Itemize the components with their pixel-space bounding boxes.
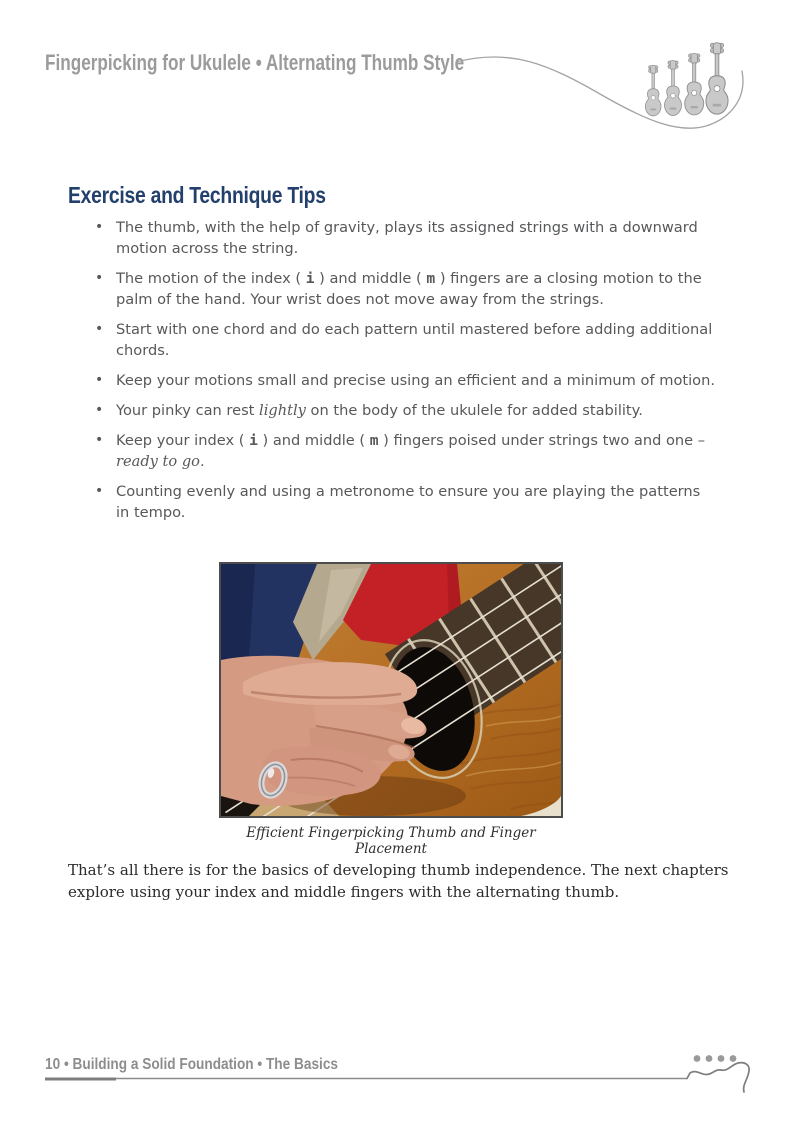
footer-dots-icon: [694, 1055, 737, 1062]
ukulele-icon: [665, 61, 682, 116]
tip-text-segment: ) fingers are a closing motion to the palm of the hand. Your wrist does not move away from the strings.: [116, 270, 702, 308]
tip-text-segment: ) and middle (: [257, 432, 370, 449]
figure: [219, 562, 563, 857]
tip-text-segment: lightly: [259, 402, 306, 419]
tip-item: [95, 481, 717, 523]
tip-text-segment: ) fingers poised under strings two and one –: [378, 432, 706, 449]
tip-item: [95, 370, 717, 391]
tip-item: [95, 430, 717, 472]
tip-text-segment: i: [249, 432, 258, 449]
tip-text-segment: m: [426, 270, 436, 287]
tip-text-segment: Keep your motions small and precise using an efficient and a minimum of motion.: [116, 372, 715, 389]
tip-text-segment: Your pinky can rest: [116, 402, 260, 419]
ukulele-icon: [645, 65, 661, 116]
body-paragraph: That’s all there is for the basics of developing thumb independence. The next chapters explore using your index and middle fingers with the alternating thumb.: [68, 861, 729, 901]
figure-caption: Efficient Fingerpicking Thumb and Finger Placement: [246, 825, 536, 857]
footer-wave-icon: [687, 1063, 749, 1092]
tip-text-segment: Counting evenly and using a metronome to ensure you are playing the patterns in tempo.: [116, 483, 701, 521]
tip-text-segment: m: [369, 432, 379, 449]
tip-text-segment: The thumb, with the help of gravity, plays its assigned strings with a downward motion across the string.: [116, 219, 698, 257]
tip-item: [95, 400, 717, 421]
header-decoration: [0, 0, 794, 170]
tip-item: [95, 319, 717, 361]
tip-text-segment: on the body of the ukulele for added stability.: [305, 402, 643, 419]
footer-page-info: 10 • Building a Solid Foundation • The Basics: [45, 1056, 338, 1073]
tip-text-segment: i: [305, 270, 315, 287]
tip-text-segment: The motion of the index (: [116, 270, 306, 287]
footer-decoration: [0, 1045, 794, 1105]
tip-text-segment: ready to go: [116, 453, 200, 470]
ukulele-icon: [685, 53, 704, 114]
page-header-title: Fingerpicking for Ukulele • Alternating Thumb Style: [45, 50, 465, 75]
tip-item: [95, 268, 717, 310]
tips-list: [95, 217, 717, 532]
tip-text-segment: Keep your index (: [116, 432, 250, 449]
section-heading: Exercise and Technique Tips: [68, 182, 326, 208]
ukulele-icon: [706, 43, 728, 114]
tip-text-segment: ) and middle (: [314, 270, 427, 287]
tip-text-segment: Start with one chord and do each pattern until mastered before adding additional chords.: [116, 321, 713, 359]
tip-item: [95, 217, 717, 259]
ukulele-photo: [219, 562, 563, 818]
tip-text-segment: .: [199, 453, 205, 470]
